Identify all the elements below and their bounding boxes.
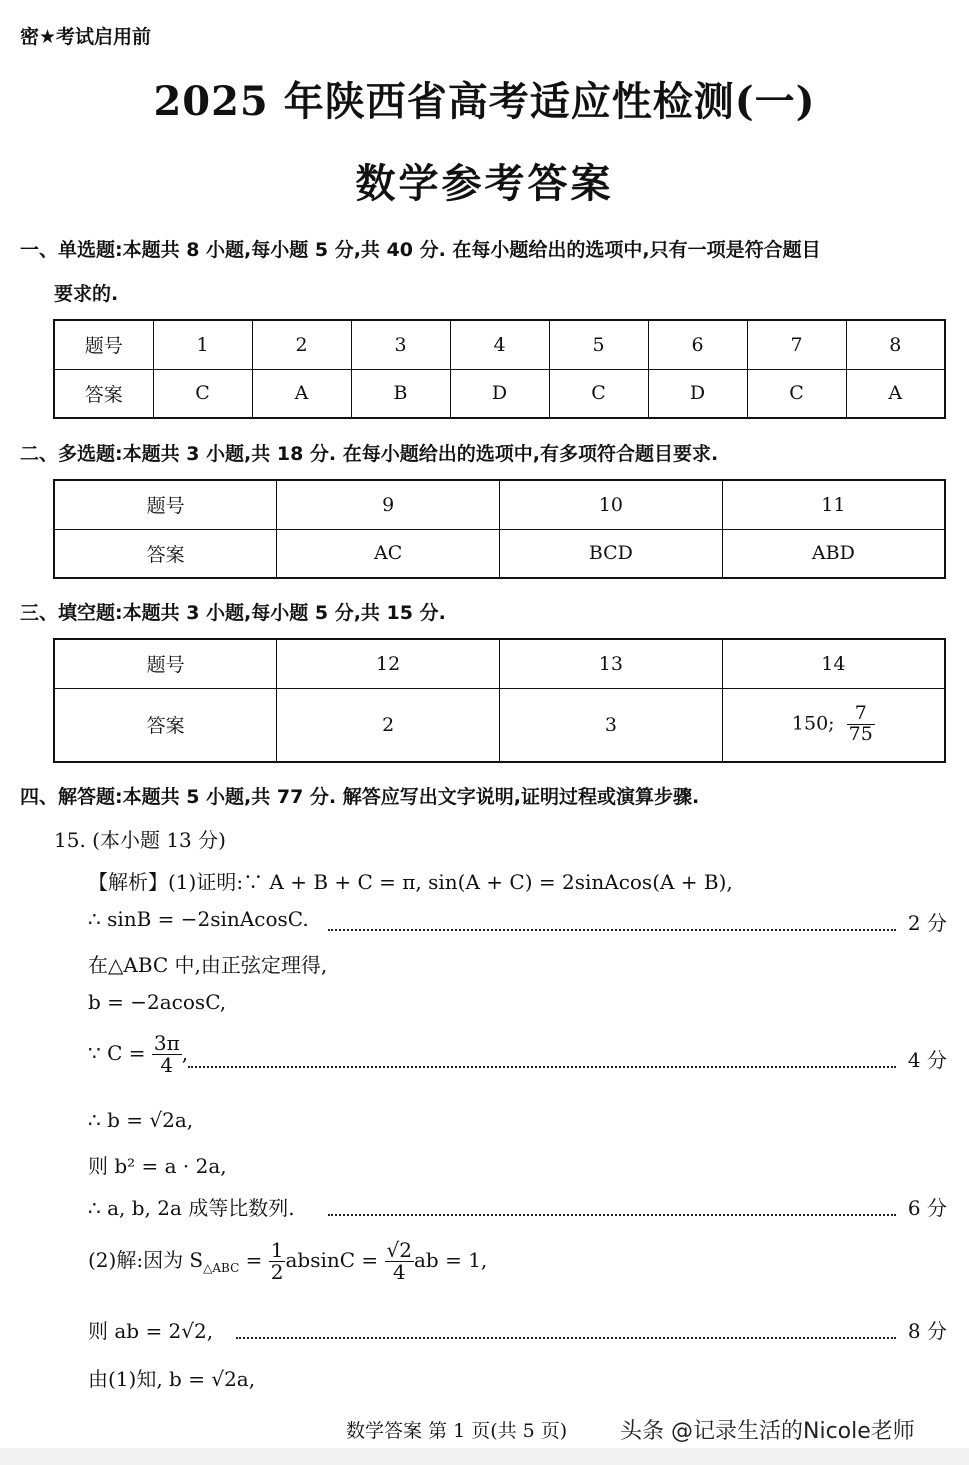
fraction-denominator: 4	[392, 1260, 406, 1284]
section1-answer-table	[53, 319, 946, 419]
question-15-title: 15. (本小题 13 分)	[54, 828, 226, 852]
question-number: 7	[747, 320, 846, 369]
question-number: 8	[846, 320, 945, 369]
solution-line-1: 【解析】(1)证明:∵ A + B + C = π, sin(A + C) = 2sinAcos(A + B),	[88, 870, 733, 894]
answer-cell: C	[747, 369, 846, 418]
question-number: 1	[153, 320, 252, 369]
score-mark: 4 分	[907, 1048, 947, 1072]
solution-line-2: ∴ sinB = −2sinAcosC.	[88, 907, 309, 931]
row-label: 题号	[54, 480, 277, 529]
fraction-root2-over-4	[385, 1240, 414, 1283]
section2-answer-table	[53, 479, 946, 579]
exam-title: 2025 年陕西省高考适应性检测(一)	[153, 78, 816, 125]
fraction-3pi-over-4	[152, 1033, 182, 1076]
answer-cell: C	[549, 369, 648, 418]
score-mark: 2 分	[907, 911, 947, 935]
row-label: 题号	[54, 639, 277, 688]
section3-heading: 三、填空题:本题共 3 小题,每小题 5 分,共 15 分.	[20, 602, 446, 624]
question-number: 6	[648, 320, 747, 369]
question-number: 13	[500, 639, 723, 688]
row-label: 答案	[54, 369, 153, 418]
answer-cell: A	[252, 369, 351, 418]
solution-line-11: 由(1)知, b = √2a,	[88, 1367, 256, 1391]
dot-leader	[328, 1192, 896, 1214]
section1-heading: 一、单选题:本题共 8 小题,每小题 5 分,共 40 分. 在每小题给出的选项中,只有一项是符合题目	[20, 239, 821, 261]
section2-heading: 二、多选题:本题共 3 小题,共 18 分. 在每小题给出的选项中,有多项符合题目要求.	[20, 443, 719, 465]
score-mark: 6 分	[907, 1196, 947, 1220]
solution-line-10: 则 ab = 2√2,	[88, 1319, 214, 1343]
row-label: 答案	[54, 529, 277, 578]
answer-cell: A	[846, 369, 945, 418]
line-text: ∵ C =	[88, 1041, 146, 1065]
answer-14-fraction	[847, 704, 875, 745]
table-row	[54, 480, 945, 529]
question-number: 2	[252, 320, 351, 369]
score-mark: 8 分	[907, 1319, 947, 1343]
question-number: 3	[351, 320, 450, 369]
fraction-numerator: 1	[270, 1238, 284, 1262]
answer-cell: B	[351, 369, 450, 418]
table-row	[54, 369, 945, 418]
fraction-one-half	[269, 1240, 286, 1283]
solution-line-7: 则 b² = a · 2a,	[88, 1154, 227, 1178]
fraction-denominator: 2	[270, 1260, 284, 1284]
table-row	[54, 320, 945, 369]
line-text: absinC =	[285, 1248, 379, 1272]
solution-line-4: b = −2acosC,	[88, 990, 227, 1014]
answer-cell: BCD	[500, 529, 723, 578]
question-number: 12	[277, 639, 500, 688]
answer-14-value: 150;	[791, 712, 835, 735]
page-footer: 数学答案 第 1 页(共 5 页)	[346, 1420, 568, 1442]
fraction-denominator: 75	[848, 723, 873, 746]
fraction-numerator: 3π	[153, 1031, 180, 1055]
line-text: =	[245, 1248, 263, 1272]
table-row	[54, 639, 945, 688]
row-label: 答案	[54, 688, 277, 762]
question-number: 10	[500, 480, 723, 529]
answer-cell: D	[450, 369, 549, 418]
question-number: 11	[722, 480, 945, 529]
subscript: △ABC	[203, 1261, 240, 1275]
answer-cell: 2	[277, 688, 500, 762]
confidential-label: 密★考试启用前	[20, 26, 152, 48]
question-number: 14	[722, 639, 945, 688]
section1-heading-cont: 要求的.	[54, 283, 119, 305]
fraction-numerator: √2	[386, 1238, 412, 1262]
question-number: 5	[549, 320, 648, 369]
section4-heading: 四、解答题:本题共 5 小题,共 77 分. 解答应写出文字说明,证明过程或演算步骤.	[20, 786, 700, 808]
solution-line-5	[88, 1033, 188, 1076]
line-text: ab = 1,	[414, 1248, 488, 1272]
question-number: 4	[450, 320, 549, 369]
answer-key-subtitle: 数学参考答案	[355, 160, 614, 207]
dot-leader	[188, 1044, 896, 1066]
fraction-denominator: 4	[160, 1053, 174, 1077]
solution-line-3: 在△ABC 中,由正弦定理得,	[88, 953, 328, 977]
answer-cell-14	[722, 688, 945, 762]
fraction-numerator: 7	[847, 704, 875, 725]
answer-cell: C	[153, 369, 252, 418]
line-text: (2)解:因为 S	[88, 1248, 204, 1272]
solution-line-9	[88, 1240, 487, 1283]
line-text: ,	[181, 1041, 189, 1065]
solution-line-6: ∴ b = √2a,	[88, 1108, 194, 1132]
bottom-strip	[0, 1448, 969, 1465]
dot-leader	[236, 1315, 896, 1337]
answer-cell: ABD	[722, 529, 945, 578]
dot-leader	[328, 907, 896, 929]
answer-cell: AC	[277, 529, 500, 578]
watermark: 头条 @记录生活的Nicole老师	[620, 1419, 915, 1444]
question-number: 9	[277, 480, 500, 529]
answer-cell: D	[648, 369, 747, 418]
row-label: 题号	[54, 320, 153, 369]
solution-line-8: ∴ a, b, 2a 成等比数列.	[88, 1196, 295, 1220]
answer-cell: 3	[500, 688, 723, 762]
section3-answer-table	[53, 638, 946, 763]
table-row	[54, 688, 945, 762]
table-row	[54, 529, 945, 578]
